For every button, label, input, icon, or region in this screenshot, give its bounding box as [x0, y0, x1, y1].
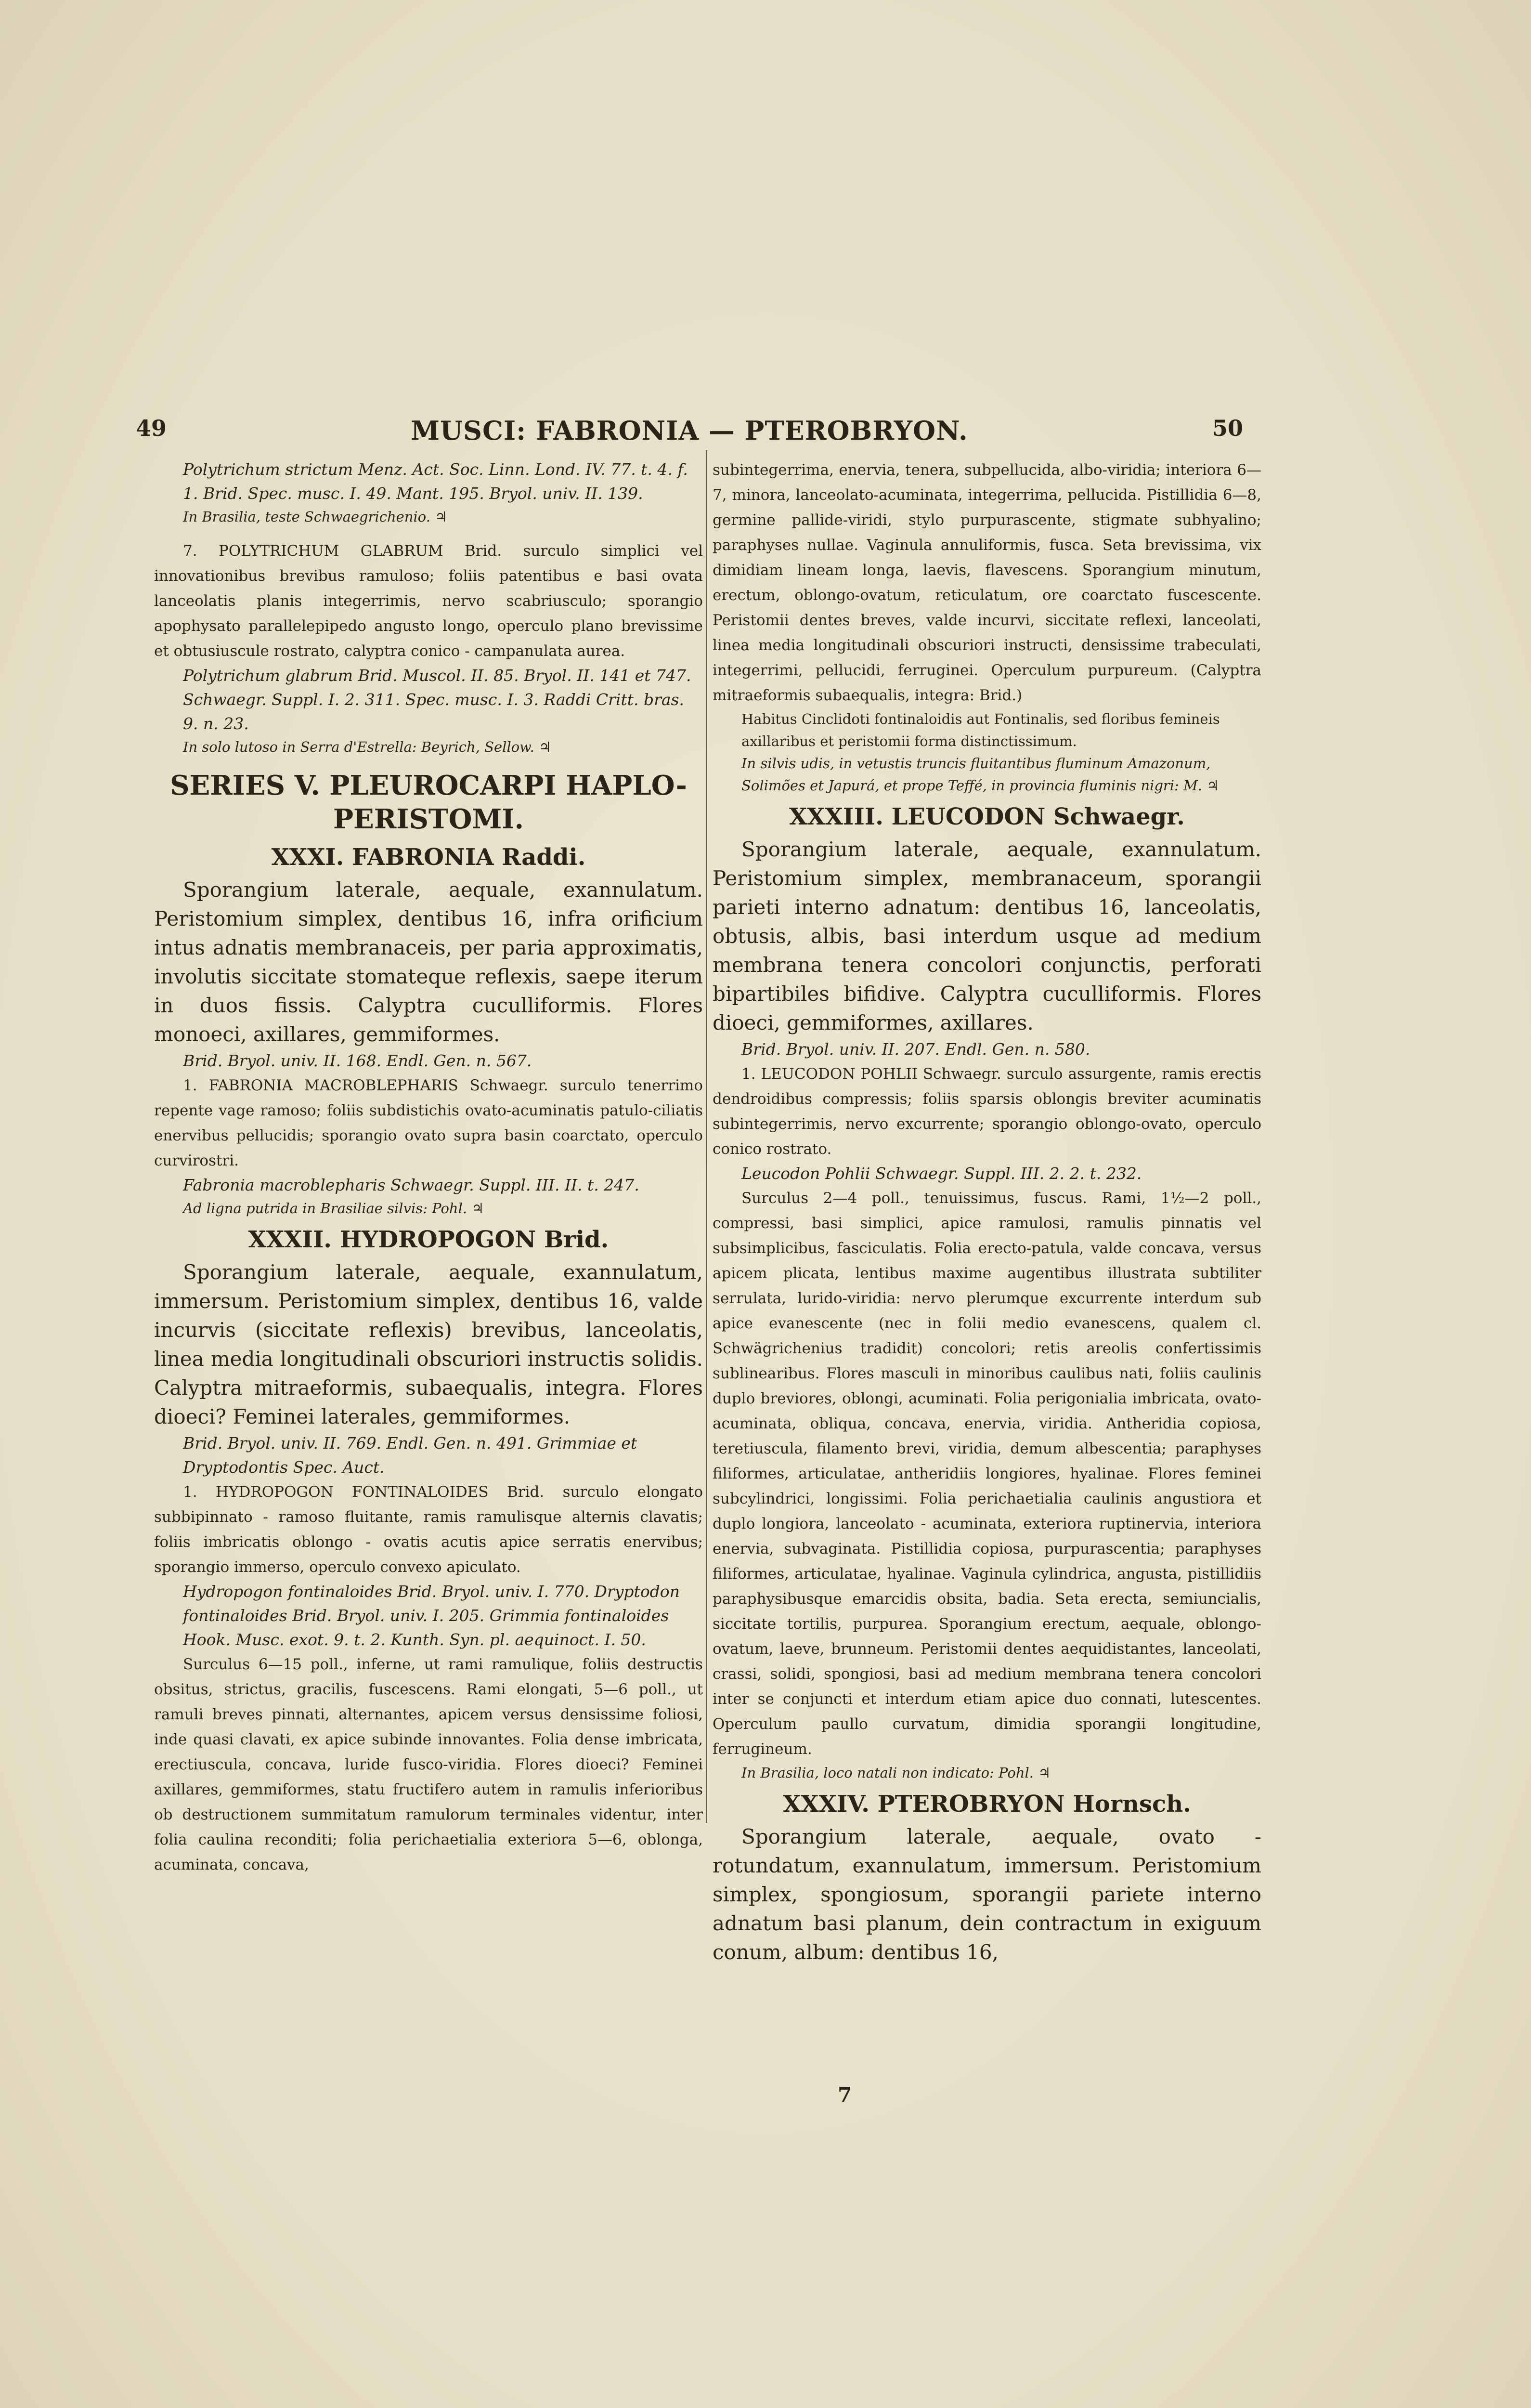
genus-heading: XXXII. HYDROPOGON Brid. — [248, 1226, 609, 1253]
habitat: In solo lutoso in Serra d'Estrella: Beyrich, Sellow. ♃ — [183, 739, 552, 755]
citation: Hydropogon fontinaloides Brid. Bryol. univ. I. 770. Dryptodon fontinaloides Brid. Bryol. univ. I. 205. Grimmia fontinaloides Hook. Musc. exot. 9. t. 2. Kunth. Syn. pl. aequinoct. I. 50. — [183, 1582, 680, 1649]
citation: Fabronia macroblepharis Schwaegr. Suppl. III. II. t. 247. — [183, 1176, 639, 1194]
species-description: 1. HYDROPOGON FONTINALOIDES Brid. surculo elongato subbipinnato - ramoso fluitante, ramis ramulisque alternis clavatis; foliis imbricatis oblongo - ovatis acutis apice serratis enervibus; sporangio immerso, operculo convexo apiculato. — [154, 1483, 703, 1576]
genus-description: Sporangium laterale, aequale, ovato - rotundatum, exannulatum, immersum. Peristomium simplex, spongiosum, sporangii pariete interno adnatum basi planum, dein contractum in exiguum conum, album: dentibus 16, — [713, 1825, 1261, 1964]
citation: Polytrichum glabrum Brid. Muscol. II. 85. Bryol. II. 141 et 747. Schwaegr. Suppl. I. 2. 311. Spec. musc. I. 3. Raddi Critt. bras. 9. n. 23. — [183, 666, 691, 733]
genus-description: Sporangium laterale, aequale, exannulatum. Peristomium simplex, membranaceum, sporangii parieti interno adnatum: dentibus 16, lanceolatis, obtusis, albis, basi interdum usque ad medium membrana tenera concolori conjunctis, perforati bipartibiles bifidive. Calyptra cuculliformis. Flores dioeci, gemmiformes, axillares. — [713, 838, 1261, 1034]
page-number-left: 49 — [136, 415, 167, 441]
left-column — [154, 458, 703, 1950]
habitat: Ad ligna putrida in Brasiliae silvis: Pohl. ♃ — [183, 1200, 484, 1217]
genus-heading: XXXIII. LEUCODON Schwaegr. — [789, 803, 1185, 830]
habitat: In Brasilia, loco natali non indicato: Pohl. ♃ — [741, 1765, 1051, 1781]
citation: Leucodon Pohlii Schwaegr. Suppl. III. 2. 2. t. 232. — [741, 1164, 1142, 1183]
signature-mark: 7 — [838, 2083, 852, 2107]
page-number-right: 50 — [1212, 415, 1243, 441]
series-heading: SERIES V. PLEUROCARPI HAPLO-PERISTOMI. — [170, 770, 687, 835]
species-description: 1. FABRONIA MACROBLEPHARIS Schwaegr. surculo tenerrimo repente vage ramoso; foliis subdistichis ovato-acuminatis patulo-ciliatis enervibus pellucidis; sporangio ovato supra basin coarctato, operculo curvirostri. — [154, 1077, 703, 1169]
citation: Polytrichum strictum Menz. Act. Soc. Linn. Lond. IV. 77. t. 4. f. 1. Brid. Spec. musc. I. 49. Mant. 195. Bryol. univ. II. 139. — [183, 460, 688, 503]
right-column — [713, 458, 1261, 1964]
species-details: Surculus 2—4 poll., tenuissimus, fuscus. Rami, 1½—2 poll., compressi, basi simplici, apice ramulosi, ramulis pinnatis vel subsimplicibus, fasciculatis. Folia erecto-patula, valde concava, versus apicem plicata, lentibus maxime augentibus illustrata subtiliter serrulata, lurido-viridia: nervo plerumque excurrente interdum sub apice evanescente (nec in folii medio evanescens, qualem cl. Schwägrichenius tradidit) concolori; retis areolis confertissimis sublinearibus. Flores masculi in minoribus caulibus nati, foliis caulinis duplo breviores, oblongi, acuminati. Folia perigonialia imbricata, ovato-acuminata, obliqua, concava, enervia, viridia. Antheridia copiosa, teretiuscula, filamento brevi, viridia, demum albescentia; paraphyses filiformes, articulatae, antheridiis longiores, hyalinae. Flores feminei subcylindrici, longissimi. Folia perichaetialia caulinis angustiora et duplo longiora, lanceolato - acuminata, exteriora ruptinervia, interiora enervia, subvaginata. Pistillidia copiosa, purpurascentia; paraphyses filiformes, articulatae, hyalinae. Vaginula cylindrica, angusta, pistillidiis paraphysibusque emarcidis obsita, badia. Seta erecta, semiuncialis, siccitate tortilis, purpurea. Sporangium erectum, aequale, oblongo-ovatum, laeve, brunneum. Peristomii dentes aequidistantes, lanceolati, crassi, solidi, spongiosi, basi ad medium membrana tenera concolori inter se conjuncti et interdum etiam apice duo connati, lutescentes. Operculum paullo curvatum, dimidia sporangii longitudine, ferrugineum. — [713, 1190, 1261, 1758]
citation: Brid. Bryol. univ. II. 168. Endl. Gen. n. 567. — [183, 1051, 532, 1070]
species-details: subintegerrima, enervia, tenera, subpellucida, albo-viridia; interiora 6—7, minora, lanceolato-acuminata, integerrima, pellucida. Pistillidia 6—8, germine pallide-viridi, stylo purpurascente, stigmate subhyalino; paraphyses nullae. Vaginula annuliformis, fusca. Seta brevissima, vix dimidiam lineam longa, laevis, flavescens. Sporangium minutum, erectum, oblongo-ovatum, reticulatum, ore coarctato fuscescente. Peristomii dentes breves, valde incurvi, siccitate reflexi, lanceolati, linea media longitudinali obscuriori instructi, densissime trabeculati, integerrimi, pellucidi, ferruginei. Operculum purpureum. (Calyptra mitraeformis subaequalis, integra: Brid.) — [713, 461, 1261, 704]
citation: Brid. Bryol. univ. II. 769. Endl. Gen. n. 491. Grimmiae et Dryptodontis Spec. Auct. — [183, 1434, 637, 1477]
citation: Brid. Bryol. univ. II. 207. Endl. Gen. n. 580. — [741, 1040, 1090, 1059]
genus-heading: XXXI. FABRONIA Raddi. — [271, 844, 586, 871]
habitat: In silvis udis, in vetustis truncis fluitantibus fluminum Amazonum, Solimões et Japurá, et prope Teffé, in provincia fluminis nigri: M. ♃ — [741, 755, 1220, 794]
column-divider — [706, 450, 707, 1823]
habitat-note: Habitus Cinclidoti fontinaloidis aut Fontinalis, sed floribus femineis axillaribus et peristomii forma distinctissimum. — [741, 711, 1220, 749]
habitat: In Brasilia, teste Schwaegrichenio. ♃ — [183, 509, 448, 525]
page-header — [136, 415, 1243, 449]
genus-heading: XXXIV. PTEROBRYON Hornsch. — [783, 1791, 1191, 1818]
genus-description: Sporangium laterale, aequale, exannulatum. Peristomium simplex, dentibus 16, infra orificium intus adnatis membranaceis, per paria approximatis, involutis siccitate stomateque reflexis, saepe iterum in duos fissis. Calyptra cuculliformis. Flores monoeci, axillares, gemmiformes. — [154, 878, 703, 1046]
genus-description: Sporangium laterale, aequale, exannulatum, immersum. Peristomium simplex, dentibus 16, valde incurvis (siccitate reflexis) brevibus, lanceolatis, linea media longitudinali obscuriori instructis solidis. Calyptra mitraeformis, subaequalis, integra. Flores dioeci? Feminei laterales, gemmiformes. — [154, 1260, 703, 1428]
species-description: 1. LEUCODON POHLII Schwaegr. surculo assurgente, ramis erectis dendroidibus compressis; foliis sparsis oblongis breviter acuminatis subintegerrimis, nervo excurrente; sporangio oblongo-ovato, operculo conico rostrato. — [713, 1065, 1261, 1158]
running-title: MUSCI: FABRONIA — PTEROBRYON. — [411, 415, 968, 446]
species-details: Surculus 6—15 poll., inferne, ut rami ramulique, foliis destructis obsitus, strictus, gracilis, fuscescens. Rami elongati, 5—6 poll., ut ramuli breves pinnati, alternantes, apicem versus densissime foliosi, inde quasi clavati, ex apice subinde innovantes. Folia dense imbricata, erectiuscula, concava, luride fusco-viridia. Flores dioeci? Feminei axillares, gemmiformes, statu fructifero autem in ramulis inferioribus ob destructionem summitatum ramulorum terminales videntur, inter folia caulina reconditi; folia perichaetialia exteriora 5—6, oblonga, acuminata, concava, — [154, 1656, 703, 1873]
species-description: 7. POLYTRICHUM GLABRUM Brid. surculo simplici vel innovationibus brevibus ramuloso; foliis patentibus e basi ovata lanceolatis planis integerrimis, nervo scabriusculo; sporangio apophysato parallelepipedo angusto longo, operculo plano brevissime et obtusiuscule rostrato, calyptra conico - campanulata aurea. — [154, 542, 703, 660]
